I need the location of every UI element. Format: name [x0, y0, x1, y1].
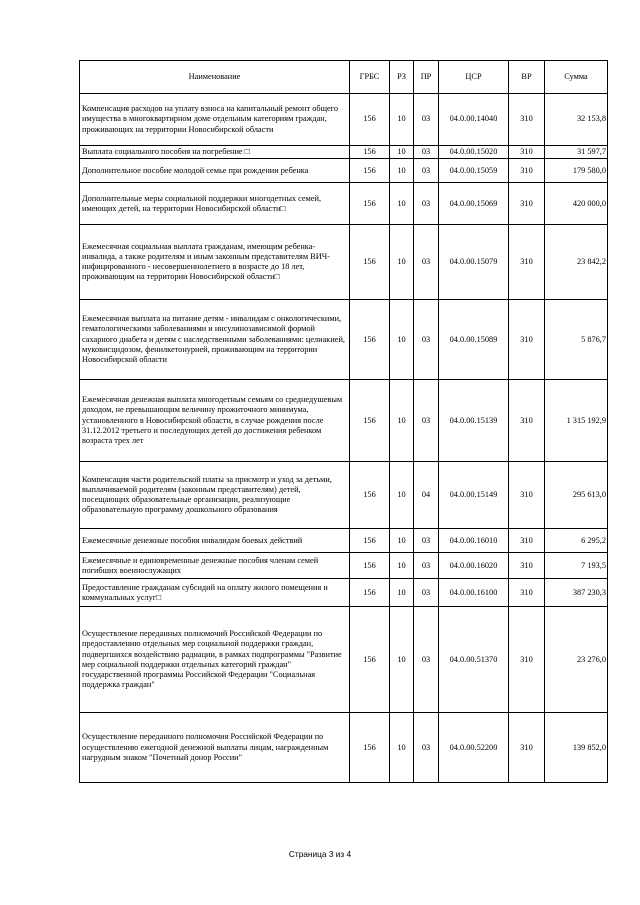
row-rz: 10 [390, 159, 414, 183]
row-pr: 03 [414, 713, 439, 783]
row-name: Ежемесячная денежная выплата многодетным семьям со среднедушевым доходом, не превышающим величину прожиточного минимума, установленного в Новосибирской области, в случае рождения после 31.12.2012 третьего и последующих детей до достижения ребенком возраста трех лет [80, 380, 350, 462]
row-grbs: 156 [350, 159, 390, 183]
row-csr: 04.0.00.15089 [439, 300, 509, 380]
row-name: Осуществление переданного полномочия Российской Федерации по осуществлению ежегодной денежной выплаты лицам, награжденным нагрудным знаком "Почетный донор России" [80, 713, 350, 783]
row-vr: 310 [509, 146, 545, 159]
row-sum: 7 193,5 [545, 553, 608, 579]
row-pr: 04 [414, 462, 439, 529]
row-grbs: 156 [350, 607, 390, 713]
table-row [80, 553, 608, 579]
row-csr: 04.0.00.15149 [439, 462, 509, 529]
table-row [80, 380, 608, 462]
table-row [80, 462, 608, 529]
row-rz: 10 [390, 462, 414, 529]
row-sum: 139 852,0 [545, 713, 608, 783]
table-row [80, 529, 608, 553]
row-pr: 03 [414, 380, 439, 462]
row-name: Ежемесячная выплата на питание детям - инвалидам с онкологическими, гематологическими заболеваниями и инсулинозависимой формой сахарного диабета и детям с наследственными заболеваниями: целиакией, муковисцидозом, фенилкетонурией, проживающим на территории Новосибирской области [80, 300, 350, 380]
table-row [80, 300, 608, 380]
row-sum: 420 000,0 [545, 183, 608, 225]
table-row [80, 713, 608, 783]
row-vr: 310 [509, 225, 545, 300]
row-sum: 387 230,3 [545, 579, 608, 607]
budget-table [79, 60, 608, 783]
row-csr: 04.0.00.15020 [439, 146, 509, 159]
row-name: Дополнительные меры социальной поддержки многодетных семей, имеющих детей, на территории Новосибирской области□ [80, 183, 350, 225]
row-grbs: 156 [350, 225, 390, 300]
row-pr: 03 [414, 225, 439, 300]
row-rz: 10 [390, 553, 414, 579]
row-pr: 03 [414, 579, 439, 607]
row-rz: 10 [390, 94, 414, 146]
row-rz: 10 [390, 380, 414, 462]
row-rz: 10 [390, 225, 414, 300]
header-vr: ВР [509, 61, 545, 94]
row-pr: 03 [414, 94, 439, 146]
row-vr: 310 [509, 713, 545, 783]
row-rz: 10 [390, 607, 414, 713]
row-grbs: 156 [350, 94, 390, 146]
row-pr: 03 [414, 183, 439, 225]
table-row [80, 159, 608, 183]
row-csr: 04.0.00.14040 [439, 94, 509, 146]
row-sum: 6 295,2 [545, 529, 608, 553]
row-name: Предоставление гражданам субсидий на оплату жилого помещения и коммунальных услуг□ [80, 579, 350, 607]
row-rz: 10 [390, 183, 414, 225]
row-grbs: 156 [350, 529, 390, 553]
row-sum: 179 580,0 [545, 159, 608, 183]
row-grbs: 156 [350, 146, 390, 159]
row-rz: 10 [390, 300, 414, 380]
row-vr: 310 [509, 462, 545, 529]
row-grbs: 156 [350, 462, 390, 529]
table-row [80, 183, 608, 225]
row-csr: 04.0.00.15079 [439, 225, 509, 300]
row-grbs: 156 [350, 380, 390, 462]
row-rz: 10 [390, 529, 414, 553]
row-pr: 03 [414, 529, 439, 553]
header-grbs: ГРБС [350, 61, 390, 94]
row-grbs: 156 [350, 553, 390, 579]
row-grbs: 156 [350, 579, 390, 607]
row-sum: 23 276,0 [545, 607, 608, 713]
table-row [80, 579, 608, 607]
row-grbs: 156 [350, 713, 390, 783]
row-name: Компенсация расходов на уплату взноса на капитальный ремонт общего имущества в многоквартирном доме отдельным категориям граждан, проживающих на территории Новосибирской области [80, 94, 350, 146]
row-vr: 310 [509, 579, 545, 607]
row-name: Ежемесячные и единовременные денежные пособия членам семей погибших военнослужащих [80, 553, 350, 579]
header-sum: Сумма [545, 61, 608, 94]
row-vr: 310 [509, 529, 545, 553]
row-pr: 03 [414, 146, 439, 159]
row-vr: 310 [509, 380, 545, 462]
row-grbs: 156 [350, 183, 390, 225]
row-sum: 23 842,2 [545, 225, 608, 300]
row-csr: 04.0.00.15059 [439, 159, 509, 183]
row-vr: 310 [509, 300, 545, 380]
table-row [80, 146, 608, 159]
row-rz: 10 [390, 146, 414, 159]
page-number: Страница 3 из 4 [288, 849, 352, 859]
row-rz: 10 [390, 713, 414, 783]
row-csr: 04.0.00.16100 [439, 579, 509, 607]
row-vr: 310 [509, 553, 545, 579]
row-sum: 295 613,0 [545, 462, 608, 529]
table-row [80, 225, 608, 300]
table-header-row [80, 61, 608, 94]
row-csr: 04.0.00.16020 [439, 553, 509, 579]
row-csr: 04.0.00.16010 [439, 529, 509, 553]
row-csr: 04.0.00.15139 [439, 380, 509, 462]
row-csr: 04.0.00.15069 [439, 183, 509, 225]
row-vr: 310 [509, 183, 545, 225]
row-pr: 03 [414, 553, 439, 579]
header-rz: РЗ [390, 61, 414, 94]
table-row [80, 607, 608, 713]
row-vr: 310 [509, 607, 545, 713]
row-pr: 03 [414, 607, 439, 713]
row-vr: 310 [509, 94, 545, 146]
row-csr: 04.0.00.51370 [439, 607, 509, 713]
row-vr: 310 [509, 159, 545, 183]
header-name: Наименование [80, 61, 350, 94]
row-csr: 04.0.00.52200 [439, 713, 509, 783]
row-pr: 03 [414, 300, 439, 380]
row-sum: 32 153,8 [545, 94, 608, 146]
row-name: Осуществление переданных полномочий Российской Федерации по предоставлению отдельных мер социальной поддержки граждан, подвергшихся воздействию радиации, в рамках подпрограммы "Развитие мер социальной поддержки отдельных категорий граждан" государственной программы Российской Федерации "Социальная поддержка граждан" [80, 607, 350, 713]
header-pr: ПР [414, 61, 439, 94]
header-csr: ЦСР [439, 61, 509, 94]
row-grbs: 156 [350, 300, 390, 380]
row-name: Выплата социального пособия на погребение □ [80, 146, 350, 159]
row-name: Дополнительное пособие молодой семье при рождении ребенка [80, 159, 350, 183]
row-rz: 10 [390, 579, 414, 607]
row-name: Ежемесячные денежные пособия инвалидам боевых действий [80, 529, 350, 553]
row-name: Компенсация части родительской платы за присмотр и уход за детьми, выплачиваемой родителям (законным представителям) детей, посещающих образовательные организации, реализующие образовательную программу дошкольного образования [80, 462, 350, 529]
row-name: Ежемесячная социальная выплата гражданам, имеющим ребенка-инвалида, а также родителям и иным законным представителям ВИЧ-инфицированного - несовершеннолетнего в возрасте до 18 лет, проживающим на территории Новосибирской области□ [80, 225, 350, 300]
row-sum: 1 315 192,9 [545, 380, 608, 462]
row-sum: 31 597,7 [545, 146, 608, 159]
row-pr: 03 [414, 159, 439, 183]
table-row [80, 94, 608, 146]
row-sum: 5 876,7 [545, 300, 608, 380]
